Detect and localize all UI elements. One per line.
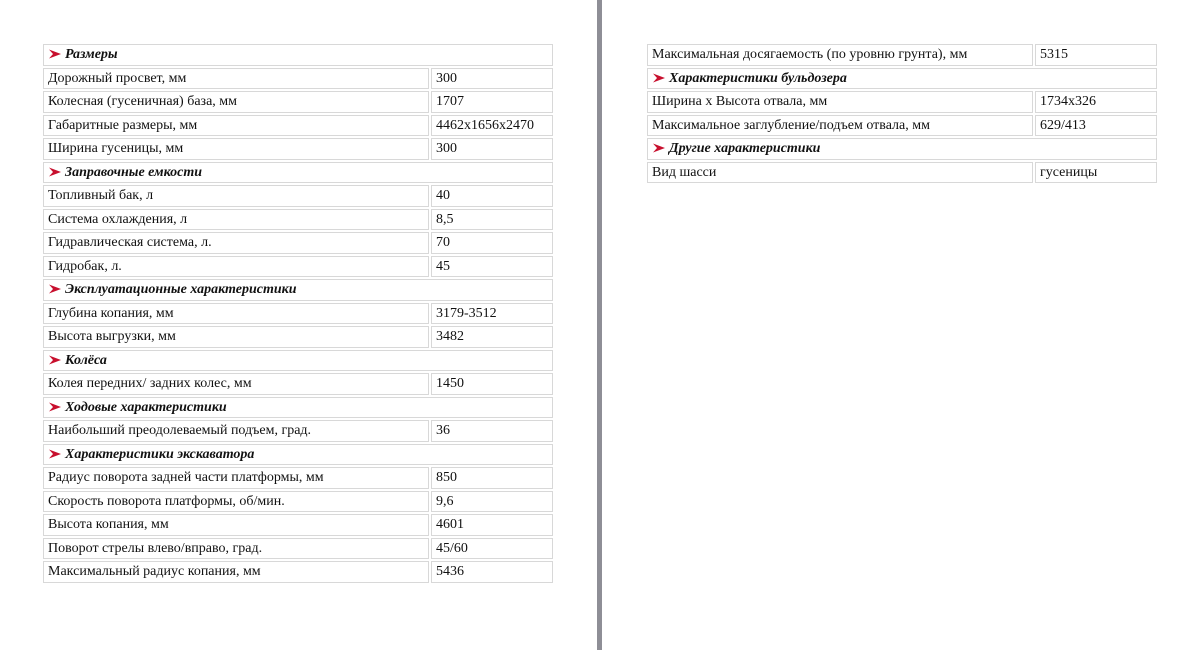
spec-value: 8,5 bbox=[431, 209, 553, 231]
section-header bbox=[43, 279, 553, 301]
spec-row bbox=[43, 491, 553, 513]
spec-row bbox=[43, 138, 553, 160]
spec-row bbox=[43, 68, 553, 90]
spec-label: Система охлаждения, л bbox=[43, 209, 429, 231]
red-arrow-icon bbox=[48, 49, 62, 59]
section-header-row bbox=[43, 162, 553, 184]
spec-row bbox=[43, 373, 553, 395]
red-arrow-icon bbox=[48, 402, 62, 412]
spec-label: Максимальный радиус копания, мм bbox=[43, 561, 429, 583]
spec-label: Топливный бак, л bbox=[43, 185, 429, 207]
section-title: Ходовые характеристики bbox=[65, 399, 227, 415]
spec-label: Колея передних/ задних колес, мм bbox=[43, 373, 429, 395]
section-header-row bbox=[43, 444, 553, 466]
spec-value: 45 bbox=[431, 256, 553, 278]
spec-row bbox=[43, 209, 553, 231]
spec-label: Поворот стрелы влево/вправо, град. bbox=[43, 538, 429, 560]
spec-label: Высота выгрузки, мм bbox=[43, 326, 429, 348]
red-arrow-icon bbox=[48, 449, 62, 459]
spec-row bbox=[647, 162, 1157, 184]
section-header bbox=[647, 138, 1157, 160]
section-title: Характеристики экскаватора bbox=[65, 446, 255, 462]
page-divider bbox=[597, 0, 602, 650]
spec-value: 3179-3512 bbox=[431, 303, 553, 325]
red-arrow-icon bbox=[48, 284, 62, 294]
section-header bbox=[43, 397, 553, 419]
section-header bbox=[43, 350, 553, 372]
section-header bbox=[43, 162, 553, 184]
section-title: Характеристики бульдозера bbox=[669, 70, 847, 86]
section-header-row bbox=[43, 350, 553, 372]
section-title: Другие характеристики bbox=[669, 141, 821, 157]
spec-table-right bbox=[645, 42, 1159, 185]
spec-row bbox=[43, 256, 553, 278]
spec-row bbox=[647, 115, 1157, 137]
section-header-row bbox=[43, 397, 553, 419]
spec-label: Максимальное заглубление/подъем отвала, мм bbox=[647, 115, 1033, 137]
red-arrow-icon bbox=[48, 355, 62, 365]
spec-table-left bbox=[41, 42, 555, 585]
spec-value: 3482 bbox=[431, 326, 553, 348]
red-arrow-icon bbox=[652, 73, 666, 83]
spec-row bbox=[43, 561, 553, 583]
spec-value: 850 bbox=[431, 467, 553, 489]
spec-table-body bbox=[647, 44, 1157, 183]
spec-label: Гидробак, л. bbox=[43, 256, 429, 278]
spec-label: Глубина копания, мм bbox=[43, 303, 429, 325]
spec-row bbox=[43, 303, 553, 325]
spec-label: Ширина гусеницы, мм bbox=[43, 138, 429, 160]
spec-value: 1707 bbox=[431, 91, 553, 113]
section-title: Размеры bbox=[65, 47, 118, 63]
section-title: Эксплуатационные характеристики bbox=[65, 282, 297, 298]
section-header bbox=[43, 444, 553, 466]
spec-label: Колесная (гусеничная) база, мм bbox=[43, 91, 429, 113]
spec-row bbox=[43, 91, 553, 113]
spec-value: 45/60 bbox=[431, 538, 553, 560]
spec-value: 5436 bbox=[431, 561, 553, 583]
spec-label: Вид шасси bbox=[647, 162, 1033, 184]
spec-label: Ширина х Высота отвала, мм bbox=[647, 91, 1033, 113]
section-header-row bbox=[43, 279, 553, 301]
spec-value: 300 bbox=[431, 68, 553, 90]
spec-value: 1734x326 bbox=[1035, 91, 1157, 113]
spec-label: Радиус поворота задней части платформы, мм bbox=[43, 467, 429, 489]
spec-row bbox=[43, 514, 553, 536]
spec-label: Максимальная досягаемость (по уровню грунта), мм bbox=[647, 44, 1033, 66]
section-title: Колёса bbox=[65, 352, 107, 368]
spec-value: гусеницы bbox=[1035, 162, 1157, 184]
spec-label: Дорожный просвет, мм bbox=[43, 68, 429, 90]
spec-label: Высота копания, мм bbox=[43, 514, 429, 536]
spec-table-body bbox=[43, 44, 553, 583]
spec-label: Наибольший преодолеваемый подъем, град. bbox=[43, 420, 429, 442]
spec-value: 5315 bbox=[1035, 44, 1157, 66]
spec-value: 70 bbox=[431, 232, 553, 254]
spec-label: Скорость поворота платформы, об/мин. bbox=[43, 491, 429, 513]
spec-row bbox=[43, 232, 553, 254]
section-header bbox=[647, 68, 1157, 90]
spec-value: 629/413 bbox=[1035, 115, 1157, 137]
spec-row bbox=[43, 115, 553, 137]
spec-value: 300 bbox=[431, 138, 553, 160]
red-arrow-icon bbox=[652, 143, 666, 153]
section-header bbox=[43, 44, 553, 66]
section-title: Заправочные емкости bbox=[65, 164, 203, 180]
section-header-row bbox=[43, 44, 553, 66]
spec-value: 40 bbox=[431, 185, 553, 207]
spec-value: 4601 bbox=[431, 514, 553, 536]
red-arrow-icon bbox=[48, 167, 62, 177]
section-header-row bbox=[647, 138, 1157, 160]
spec-row bbox=[647, 44, 1157, 66]
spec-value: 36 bbox=[431, 420, 553, 442]
spec-value: 9,6 bbox=[431, 491, 553, 513]
spec-value: 1450 bbox=[431, 373, 553, 395]
spec-row bbox=[43, 538, 553, 560]
spec-row bbox=[43, 467, 553, 489]
spec-label: Габаритные размеры, мм bbox=[43, 115, 429, 137]
spec-value: 4462x1656x2470 bbox=[431, 115, 553, 137]
spec-row bbox=[43, 420, 553, 442]
spec-label: Гидравлическая система, л. bbox=[43, 232, 429, 254]
section-header-row bbox=[647, 68, 1157, 90]
spec-row bbox=[43, 326, 553, 348]
spec-row bbox=[647, 91, 1157, 113]
spec-row bbox=[43, 185, 553, 207]
